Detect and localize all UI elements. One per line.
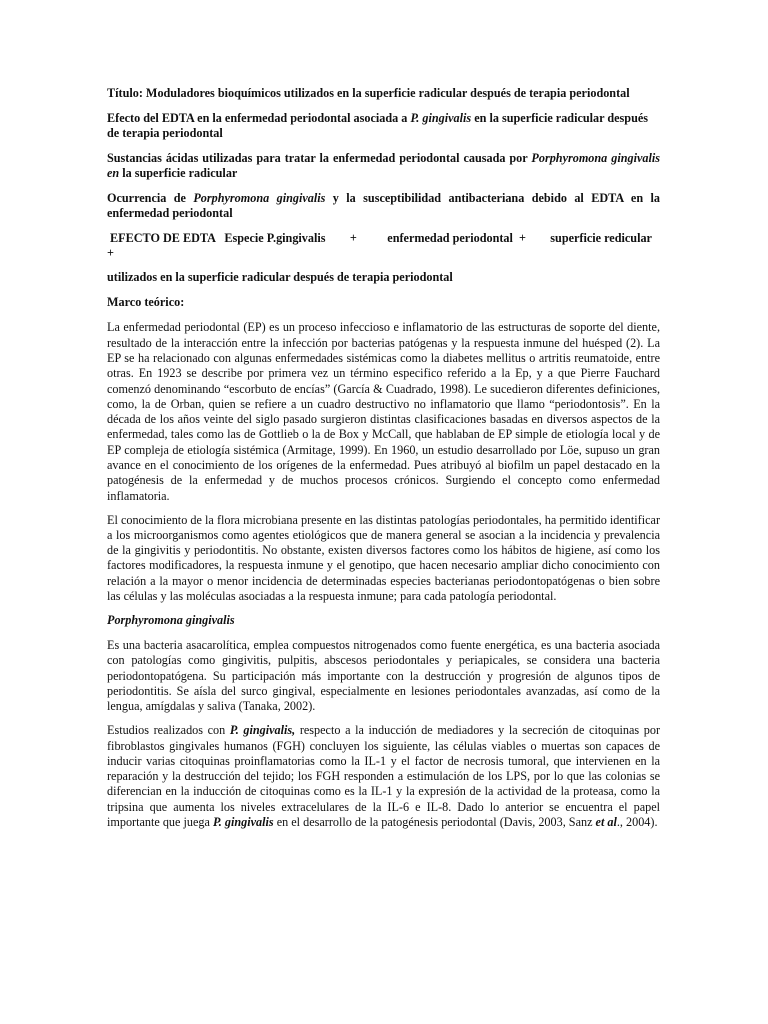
p4-species-1: P. gingivalis, [229,723,296,738]
title-3-species: Porphyromona gingivalis en [107,150,660,181]
title-line-4 [107,191,660,222]
title-4-part-a: Ocurrencia de [107,190,194,205]
title-line-1 [107,86,660,101]
p4-species-2: P. gingivalis [212,815,274,830]
p4-part-c: respecto a la inducción de mediadores y la secreción de citoquinas por fibroblastos gingivales humanos (FGH) concluyen los siguiente, las células viables o muertas son capaces de inducir varias citoquinas proinflamatorias como la IL-1 y el factor de necrosis tumoral, que intervienen en la reparación y la destrucción del tejido; los FGH responden a estimulación de los LPS, por lo que las colonias se diferencian en la inducción de citoquinas como es la IL-1 y la expresión de la actividad de la proteasa, como la tripsina que aumenta los niveles extracelulares de la IL-6 e IL-8. Dado lo anterior se encuentra el papel importante que juega [107,723,661,830]
title-3-part-c: la superficie radicular [119,166,238,181]
title-2-part-c: en la superficie radicular después de terapia periodontal [107,110,649,141]
p4-part-e: en el desarrollo de la patogénesis periodontal (Davis, 2003, Sanz [273,815,596,830]
document-page [107,86,660,839]
title-text: Título: Moduladores bioquímicos utilizados en la superficie radicular después de terapia periodontal [107,86,630,100]
p4-part-a: Estudios realizados con [107,723,230,738]
paragraph-3: Es una bacteria asacarolítica, emplea compuestos nitrogenados como fuente energética, es una bacteria asociada con patologías como gingivitis, pulpitis, abscesos periodontales y periapicales, se considera una bacteria periodontopatógena. Su participación más importante con la destrucción y progresión de algunos tipos de periodontitis. Se aísla del surco gingival, especialmente en lesiones periodontales avanzadas, así como de la lengua, amígdalas y saliva (Tanaka, 2002). [107,638,660,714]
p4-part-g: ., 2004). [616,815,658,830]
title-line-3 [107,151,660,182]
title-3-part-a: Sustancias ácidas utilizadas para tratar la enfermedad periodontal causada por [107,150,532,165]
section-heading-porphyromona: Porphyromona gingivalis [107,612,235,627]
section-heading-marco: Marco teórico: [107,295,185,310]
title-2-species: P. gingivalis [410,110,472,125]
paragraph-2: El conocimiento de la flora microbiana presente en las distintas patologías periodontales, ha permitido identificar a los microorganismos como agentes etiológicos que de manera general se asocian a la incidencia y prevalencia de la gingivitis y periodontitis. No obstante, existen diversos factores como los hábitos de higiene, así como los factores modificadores, la respuesta inmune y el genotipo, que hacen necesario ampliar dicho conocimiento con relación a la mayor o menor incidencia de determinadas especies bacterianas periodontopatógenas o bien sobre las células y las moléculas asociadas a la respuesta inmune; para cada patología periodontal. [107,512,660,603]
p4-et-al: et al [595,815,617,830]
title-line-2 [107,111,660,142]
paragraph-4 [107,723,660,830]
title-line-6: utilizados en la superficie radicular después de terapia periodontal [107,270,453,285]
paragraph-1: La enfermedad periodontal (EP) es un proceso infeccioso e inflamatorio de las estructuras de soporte del diente, resultado de la interacción entre la infección por bacterias patógenas y la respuesta inmune del huésped (2). La EP se ha relacionado con algunas enfermedades sistémicas como la diabetes mellitus o artritis reumatoide, entre otras. En 1923 se describe por primera vez un término especifico referido a la Ep, y a que Pierre Fauchard comenzó denominando “escorbuto de encías” (García & Cuadrado, 1998). Le sucedieron diferentes definiciones, como, la de Orban, quien se refiere a un cuadro destructivo no inflamatorio que llamo “periodontosis”. En la década de los años veinte del siglo pasado surgieron distintas clasificaciones basadas en diversos aspectos de la enfermedad, tales como las de Gottlieb o la de Box y McCall, que hablaban de EP simple de etiología local y de EP compleja de etiología sistémica (Armitage, 1999). En 1960, un estudio desarrollado por Löe, supuso un gran avance en el conocimiento de los orígenes de la enfermedad. Pues atribuyó al biofilm un papel destacado en la patogénesis de la enfermedad y de muchos procesos crónicos. Surgiendo el concepto como enfermedad inflamatoria. [107,320,660,503]
title-2-part-a: Efecto del EDTA en la enfermedad periodontal asociada a [107,110,411,125]
title-4-part-c: y la susceptibilidad antibacteriana debido al EDTA en la enfermedad periodontal [107,190,660,221]
title-4-species: Porphyromona gingivalis [193,190,326,205]
search-keywords-line: EFECTO DE EDTA Especie P.gingivalis + enfermedad periodontal + superficie redicular + [107,231,652,261]
